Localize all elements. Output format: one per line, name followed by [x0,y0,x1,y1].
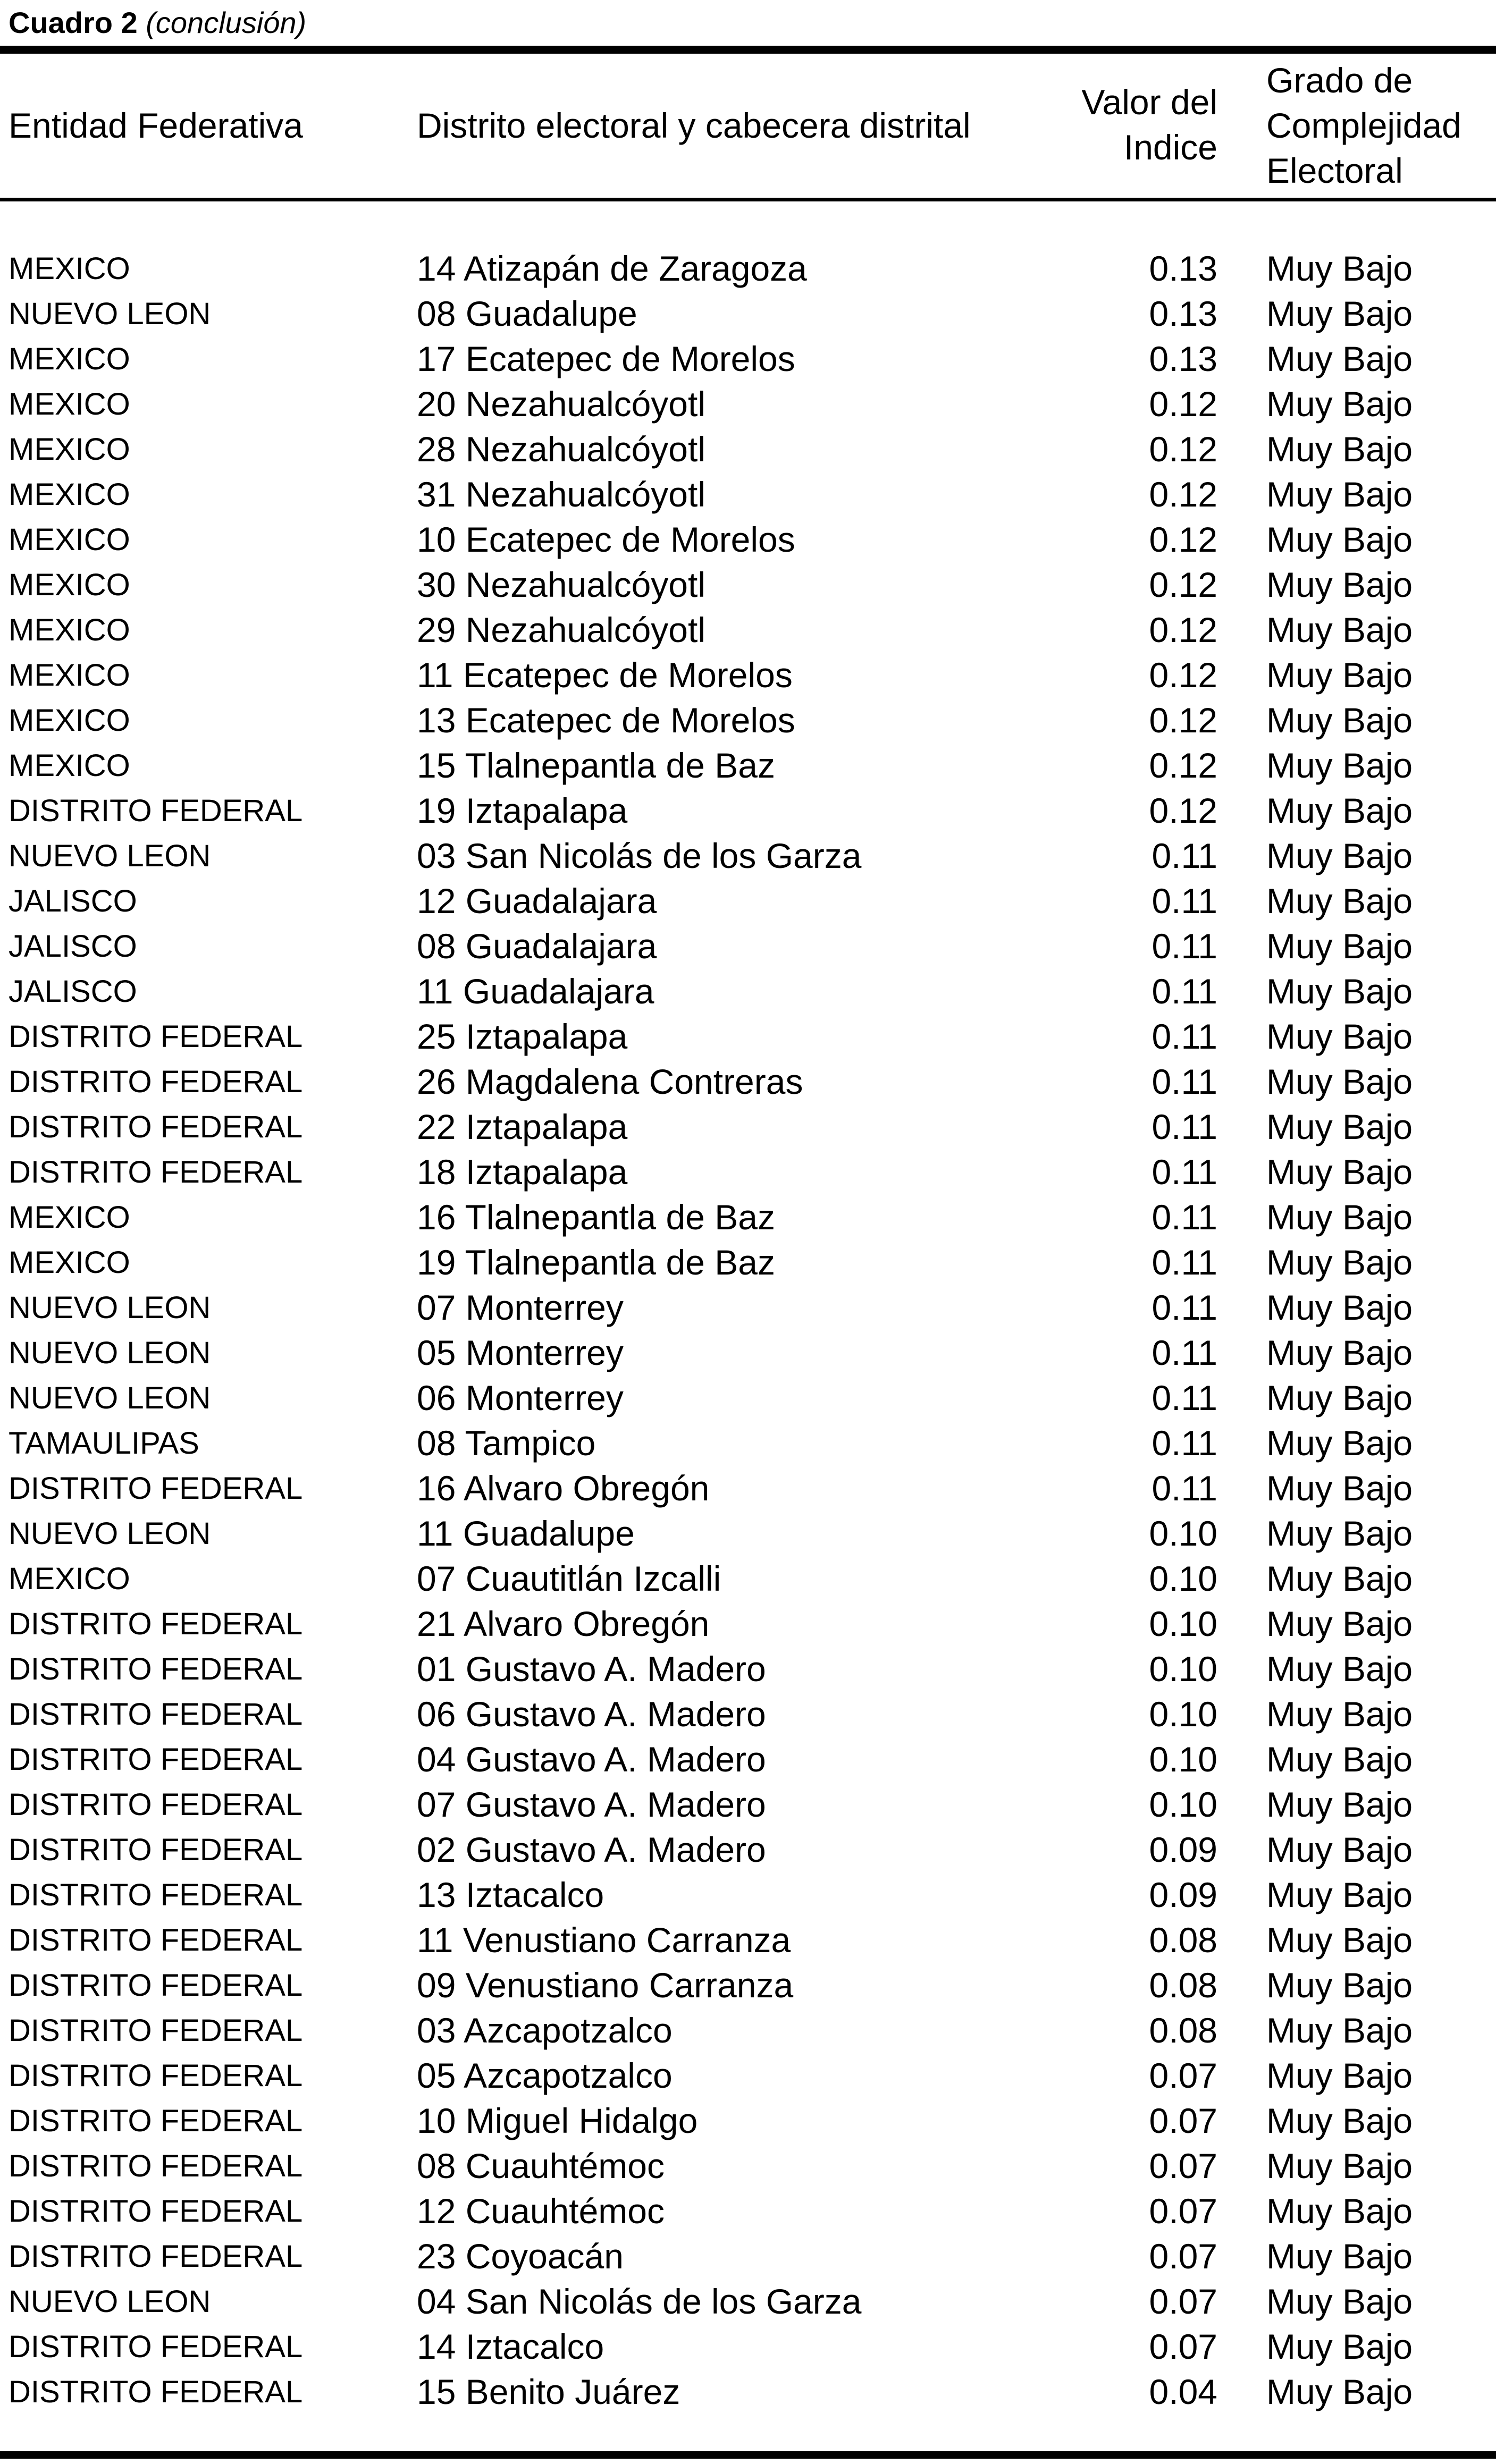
grado-cell: Muy Bajo [1266,1740,1413,1779]
table-row [0,1782,1496,1827]
grado-cell: Muy Bajo [1266,565,1413,604]
table-row [0,969,1496,1014]
distrito-cell: 03 San Nicolás de los Garza [417,836,862,875]
valor-cell: 0.12 [1149,610,1217,649]
table-row [0,879,1496,924]
table-row [0,1376,1496,1421]
entidad-cell: JALISCO [9,974,137,1009]
entidad-cell: MEXICO [9,613,130,647]
entidad-cell: MEXICO [9,658,130,693]
distrito-cell: 09 Venustiano Carranza [417,1965,794,2005]
caption-label: Cuadro 2 [9,6,138,39]
distrito-cell: 04 San Nicolás de los Garza [417,2282,862,2321]
table-row [0,1195,1496,1240]
grado-cell: Muy Bajo [1266,1830,1413,1869]
entidad-cell: DISTRITO FEDERAL [9,1787,303,1822]
entidad-cell: MEXICO [9,1245,130,1280]
distrito-cell: 08 Tampico [417,1423,596,1463]
header-valor-indice: Valor del Indice [1081,82,1217,167]
entidad-cell: DISTRITO FEDERAL [9,1019,303,1054]
distrito-cell: 13 Ecatepec de Morelos [417,701,795,740]
table-row [0,1647,1496,1692]
entidad-cell: MEXICO [9,1200,130,1235]
entidad-cell: DISTRITO FEDERAL [9,2194,303,2229]
entidad-cell: DISTRITO FEDERAL [9,2239,303,2274]
grado-cell: Muy Bajo [1266,1920,1413,1960]
grado-cell: Muy Bajo [1266,429,1413,469]
entidad-cell: NUEVO LEON [9,2284,211,2319]
distrito-cell: 11 Guadalajara [417,972,654,1011]
grado-cell: Muy Bajo [1266,1197,1413,1237]
valor-cell: 0.13 [1149,339,1217,378]
entidad-cell: JALISCO [9,929,137,964]
distrito-cell: 16 Alvaro Obregón [417,1469,710,1508]
entidad-cell: DISTRITO FEDERAL [9,2104,303,2138]
header-rule [0,198,1496,201]
grado-cell: Muy Bajo [1266,384,1413,424]
grado-cell: Muy Bajo [1266,1333,1413,1372]
distrito-cell: 25 Iztapalapa [417,1017,628,1056]
grado-cell: Muy Bajo [1266,1017,1413,1056]
table-row [0,2189,1496,2234]
distrito-cell: 21 Alvaro Obregón [417,1604,710,1643]
valor-cell: 0.10 [1149,1559,1217,1598]
valor-cell: 0.12 [1149,791,1217,830]
grado-cell: Muy Bajo [1266,1062,1413,1101]
distrito-cell: 23 Coyoacán [417,2237,624,2276]
entidad-cell: NUEVO LEON [9,839,211,873]
grado-cell: Muy Bajo [1266,1785,1413,1824]
header-distrito-electoral: Distrito electoral y cabecera distrital [417,106,971,145]
table-row [0,1963,1496,2008]
valor-cell: 0.07 [1149,2146,1217,2185]
distrito-cell: 10 Miguel Hidalgo [417,2101,698,2140]
grado-cell: Muy Bajo [1266,2372,1413,2411]
valor-cell: 0.11 [1152,972,1217,1011]
grado-cell: Muy Bajo [1266,1649,1413,1689]
table-caption [9,4,306,41]
valor-cell: 0.11 [1152,881,1217,921]
table-row [0,2234,1496,2279]
table-row [0,653,1496,698]
distrito-cell: 12 Guadalajara [417,881,657,921]
grado-cell: Muy Bajo [1266,475,1413,514]
valor-cell: 0.08 [1149,2011,1217,2050]
grado-cell: Muy Bajo [1266,655,1413,695]
table-row [0,427,1496,472]
table-row [0,1104,1496,1150]
entidad-cell: MEXICO [9,432,130,467]
table-body [0,246,1496,2415]
distrito-cell: 11 Venustiano Carranza [417,1920,791,1960]
table-row [0,1285,1496,1330]
grado-cell: Muy Bajo [1266,2056,1413,2095]
grado-cell: Muy Bajo [1266,249,1413,288]
distrito-cell: 26 Magdalena Contreras [417,1062,803,1101]
distrito-cell: 30 Nezahualcóyotl [417,565,706,604]
grado-cell: Muy Bajo [1266,1243,1413,1282]
caption-note: (conclusión) [146,6,307,39]
valor-cell: 0.13 [1149,294,1217,333]
entidad-cell: DISTRITO FEDERAL [9,2149,303,2183]
valor-cell: 0.12 [1149,565,1217,604]
valor-cell: 0.09 [1149,1875,1217,1914]
distrito-cell: 29 Nezahualcóyotl [417,610,706,649]
entidad-cell: MEXICO [9,748,130,783]
distrito-cell: 08 Cuauhtémoc [417,2146,665,2185]
valor-cell: 0.11 [1152,1243,1217,1282]
entidad-cell: DISTRITO FEDERAL [9,1607,303,1641]
table-row [0,1150,1496,1195]
distrito-cell: 11 Guadalupe [417,1514,635,1553]
distrito-cell: 28 Nezahualcóyotl [417,429,706,469]
distrito-cell: 01 Gustavo A. Madero [417,1649,766,1689]
valor-cell: 0.11 [1152,1378,1217,1417]
distrito-cell: 07 Gustavo A. Madero [417,1785,766,1824]
valor-cell: 0.04 [1149,2372,1217,2411]
valor-cell: 0.11 [1152,1423,1217,1463]
table-row [0,382,1496,427]
entidad-cell: MEXICO [9,703,130,738]
grado-cell: Muy Bajo [1266,746,1413,785]
entidad-cell: DISTRITO FEDERAL [9,1110,303,1144]
valor-cell: 0.10 [1149,1785,1217,1824]
grado-cell: Muy Bajo [1266,1469,1413,1508]
valor-cell: 0.11 [1152,926,1217,966]
entidad-cell: DISTRITO FEDERAL [9,1065,303,1099]
distrito-cell: 14 Atizapán de Zaragoza [417,249,807,288]
valor-cell: 0.12 [1149,701,1217,740]
valor-cell: 0.12 [1149,520,1217,559]
valor-cell: 0.10 [1149,1740,1217,1779]
table-row [0,291,1496,336]
valor-cell: 0.11 [1152,1333,1217,1372]
valor-cell: 0.10 [1149,1514,1217,1553]
table-row [0,833,1496,879]
distrito-cell: 02 Gustavo A. Madero [417,1830,766,1869]
entidad-cell: DISTRITO FEDERAL [9,1697,303,1732]
distrito-cell: 16 Tlalnepantla de Baz [417,1197,775,1237]
valor-cell: 0.07 [1149,2282,1217,2321]
valor-cell: 0.07 [1149,2237,1217,2276]
grado-cell: Muy Bajo [1266,1152,1413,1192]
distrito-cell: 06 Gustavo A. Madero [417,1694,766,1734]
grado-cell: Muy Bajo [1266,1378,1413,1417]
valor-cell: 0.09 [1149,1830,1217,1869]
valor-cell: 0.07 [1149,2056,1217,2095]
distrito-cell: 07 Monterrey [417,1288,624,1327]
distrito-cell: 10 Ecatepec de Morelos [417,520,795,559]
distrito-cell: 15 Tlalnepantla de Baz [417,746,775,785]
grado-cell: Muy Bajo [1266,881,1413,921]
grado-cell: Muy Bajo [1266,1875,1413,1914]
entidad-cell: NUEVO LEON [9,1381,211,1415]
entidad-cell: DISTRITO FEDERAL [9,2375,303,2409]
header-entidad-federativa: Entidad Federativa [9,106,304,145]
entidad-cell: MEXICO [9,1562,130,1596]
valor-cell: 0.07 [1149,2101,1217,2140]
grado-cell: Muy Bajo [1266,610,1413,649]
grado-cell: Muy Bajo [1266,1288,1413,1327]
distrito-cell: 18 Iztapalapa [417,1152,628,1192]
entidad-cell: NUEVO LEON [9,1516,211,1551]
grado-cell: Muy Bajo [1266,1694,1413,1734]
table-row [0,1692,1496,1737]
table-row [0,1014,1496,1059]
table-row [0,2053,1496,2098]
distrito-cell: 08 Guadalupe [417,294,637,333]
table-row [0,1601,1496,1647]
entidad-cell: MEXICO [9,568,130,602]
distrito-cell: 15 Benito Juárez [417,2372,680,2411]
top-rule [0,46,1496,54]
grado-cell: Muy Bajo [1266,2011,1413,2050]
entidad-cell: NUEVO LEON [9,1336,211,1370]
entidad-cell: DISTRITO FEDERAL [9,1742,303,1777]
valor-cell: 0.08 [1149,1965,1217,2005]
table-row [0,1240,1496,1285]
distrito-cell: 14 Iztacalco [417,2327,604,2366]
grado-cell: Muy Bajo [1266,1514,1413,1553]
valor-cell: 0.11 [1152,1288,1217,1327]
table-row [0,2324,1496,2369]
grado-cell: Muy Bajo [1266,1559,1413,1598]
valor-cell: 0.07 [1149,2327,1217,2366]
grado-cell: Muy Bajo [1266,701,1413,740]
entidad-cell: DISTRITO FEDERAL [9,1968,303,2003]
grado-cell: Muy Bajo [1266,2191,1413,2231]
entidad-cell: JALISCO [9,884,137,918]
valor-cell: 0.11 [1152,1017,1217,1056]
table-row [0,562,1496,607]
distrito-cell: 13 Iztacalco [417,1875,604,1914]
entidad-cell: NUEVO LEON [9,297,211,331]
entidad-cell: DISTRITO FEDERAL [9,1923,303,1957]
table-row [0,1511,1496,1556]
valor-cell: 0.12 [1149,746,1217,785]
distrito-cell: 08 Guadalajara [417,926,657,966]
table-row [0,2098,1496,2144]
valor-cell: 0.11 [1152,1152,1217,1192]
entidad-cell: MEXICO [9,522,130,557]
valor-cell: 0.12 [1149,429,1217,469]
valor-cell: 0.12 [1149,384,1217,424]
table-row [0,517,1496,562]
valor-cell: 0.08 [1149,1920,1217,1960]
entidad-cell: MEXICO [9,477,130,512]
table-row [0,2279,1496,2324]
header-grado-complejidad: Grado de Complejidad Electoral [1266,61,1461,190]
table-row [0,1059,1496,1104]
grado-cell: Muy Bajo [1266,2101,1413,2140]
entidad-cell: DISTRITO FEDERAL [9,1471,303,1506]
entidad-cell: MEXICO [9,387,130,421]
table-row [0,1872,1496,1918]
grado-cell: Muy Bajo [1266,1423,1413,1463]
table-row [0,1556,1496,1601]
table-row [0,2008,1496,2053]
table-row [0,743,1496,788]
distrito-cell: 07 Cuautitlán Izcalli [417,1559,721,1598]
grado-cell: Muy Bajo [1266,2327,1413,2366]
valor-cell: 0.11 [1152,1062,1217,1101]
grado-cell: Muy Bajo [1266,2146,1413,2185]
distrito-cell: 12 Cuauhtémoc [417,2191,665,2231]
grado-cell: Muy Bajo [1266,339,1413,378]
table-row [0,246,1496,291]
grado-cell: Muy Bajo [1266,926,1413,966]
grado-cell: Muy Bajo [1266,1604,1413,1643]
distrito-cell: 20 Nezahualcóyotl [417,384,706,424]
distrito-cell: 19 Iztapalapa [417,791,628,830]
entidad-cell: NUEVO LEON [9,1290,211,1325]
table-row [0,924,1496,969]
table-row [0,607,1496,653]
valor-cell: 0.12 [1149,655,1217,695]
grado-cell: Muy Bajo [1266,1965,1413,2005]
entidad-cell: DISTRITO FEDERAL [9,794,303,828]
valor-cell: 0.10 [1149,1694,1217,1734]
table-row [0,1330,1496,1376]
table-row [0,788,1496,833]
valor-cell: 0.07 [1149,2191,1217,2231]
distrito-cell: 05 Azcapotzalco [417,2056,673,2095]
distrito-cell: 11 Ecatepec de Morelos [417,655,793,695]
entidad-cell: MEXICO [9,342,130,376]
table-row [0,1827,1496,1872]
table-row [0,472,1496,517]
valor-cell: 0.11 [1152,1197,1217,1237]
grado-cell: Muy Bajo [1266,836,1413,875]
entidad-cell: DISTRITO FEDERAL [9,2013,303,2048]
distrito-cell: 22 Iztapalapa [417,1107,628,1146]
distrito-cell: 05 Monterrey [417,1333,624,1372]
grado-cell: Muy Bajo [1266,2237,1413,2276]
distrito-cell: 31 Nezahualcóyotl [417,475,706,514]
table-row [0,1421,1496,1466]
entidad-cell: DISTRITO FEDERAL [9,1155,303,1189]
valor-cell: 0.11 [1152,1469,1217,1508]
valor-cell: 0.12 [1149,475,1217,514]
entidad-cell: TAMAULIPAS [9,1426,199,1461]
entidad-cell: DISTRITO FEDERAL [9,1652,303,1686]
table-row [0,336,1496,382]
grado-cell: Muy Bajo [1266,294,1413,333]
grado-cell: Muy Bajo [1266,2282,1413,2321]
table-row [0,1918,1496,1963]
distrito-cell: 04 Gustavo A. Madero [417,1740,766,1779]
grado-cell: Muy Bajo [1266,972,1413,1011]
valor-cell: 0.10 [1149,1604,1217,1643]
entidad-cell: DISTRITO FEDERAL [9,1833,303,1867]
table-row [0,1737,1496,1782]
distrito-cell: 06 Monterrey [417,1378,624,1417]
valor-cell: 0.10 [1149,1649,1217,1689]
distrito-cell: 19 Tlalnepantla de Baz [417,1243,775,1282]
distrito-cell: 03 Azcapotzalco [417,2011,673,2050]
valor-cell: 0.11 [1152,836,1217,875]
table-row [0,2144,1496,2189]
grado-cell: Muy Bajo [1266,520,1413,559]
entidad-cell: MEXICO [9,251,130,286]
grado-cell: Muy Bajo [1266,1107,1413,1146]
table-row [0,698,1496,743]
entidad-cell: DISTRITO FEDERAL [9,1878,303,1912]
table-row [0,1466,1496,1511]
bottom-rule [0,2451,1496,2459]
valor-cell: 0.13 [1149,249,1217,288]
entidad-cell: DISTRITO FEDERAL [9,2058,303,2093]
grado-cell: Muy Bajo [1266,791,1413,830]
entidad-cell: DISTRITO FEDERAL [9,2330,303,2364]
valor-cell: 0.11 [1152,1107,1217,1146]
distrito-cell: 17 Ecatepec de Morelos [417,339,795,378]
table-row [0,2369,1496,2415]
